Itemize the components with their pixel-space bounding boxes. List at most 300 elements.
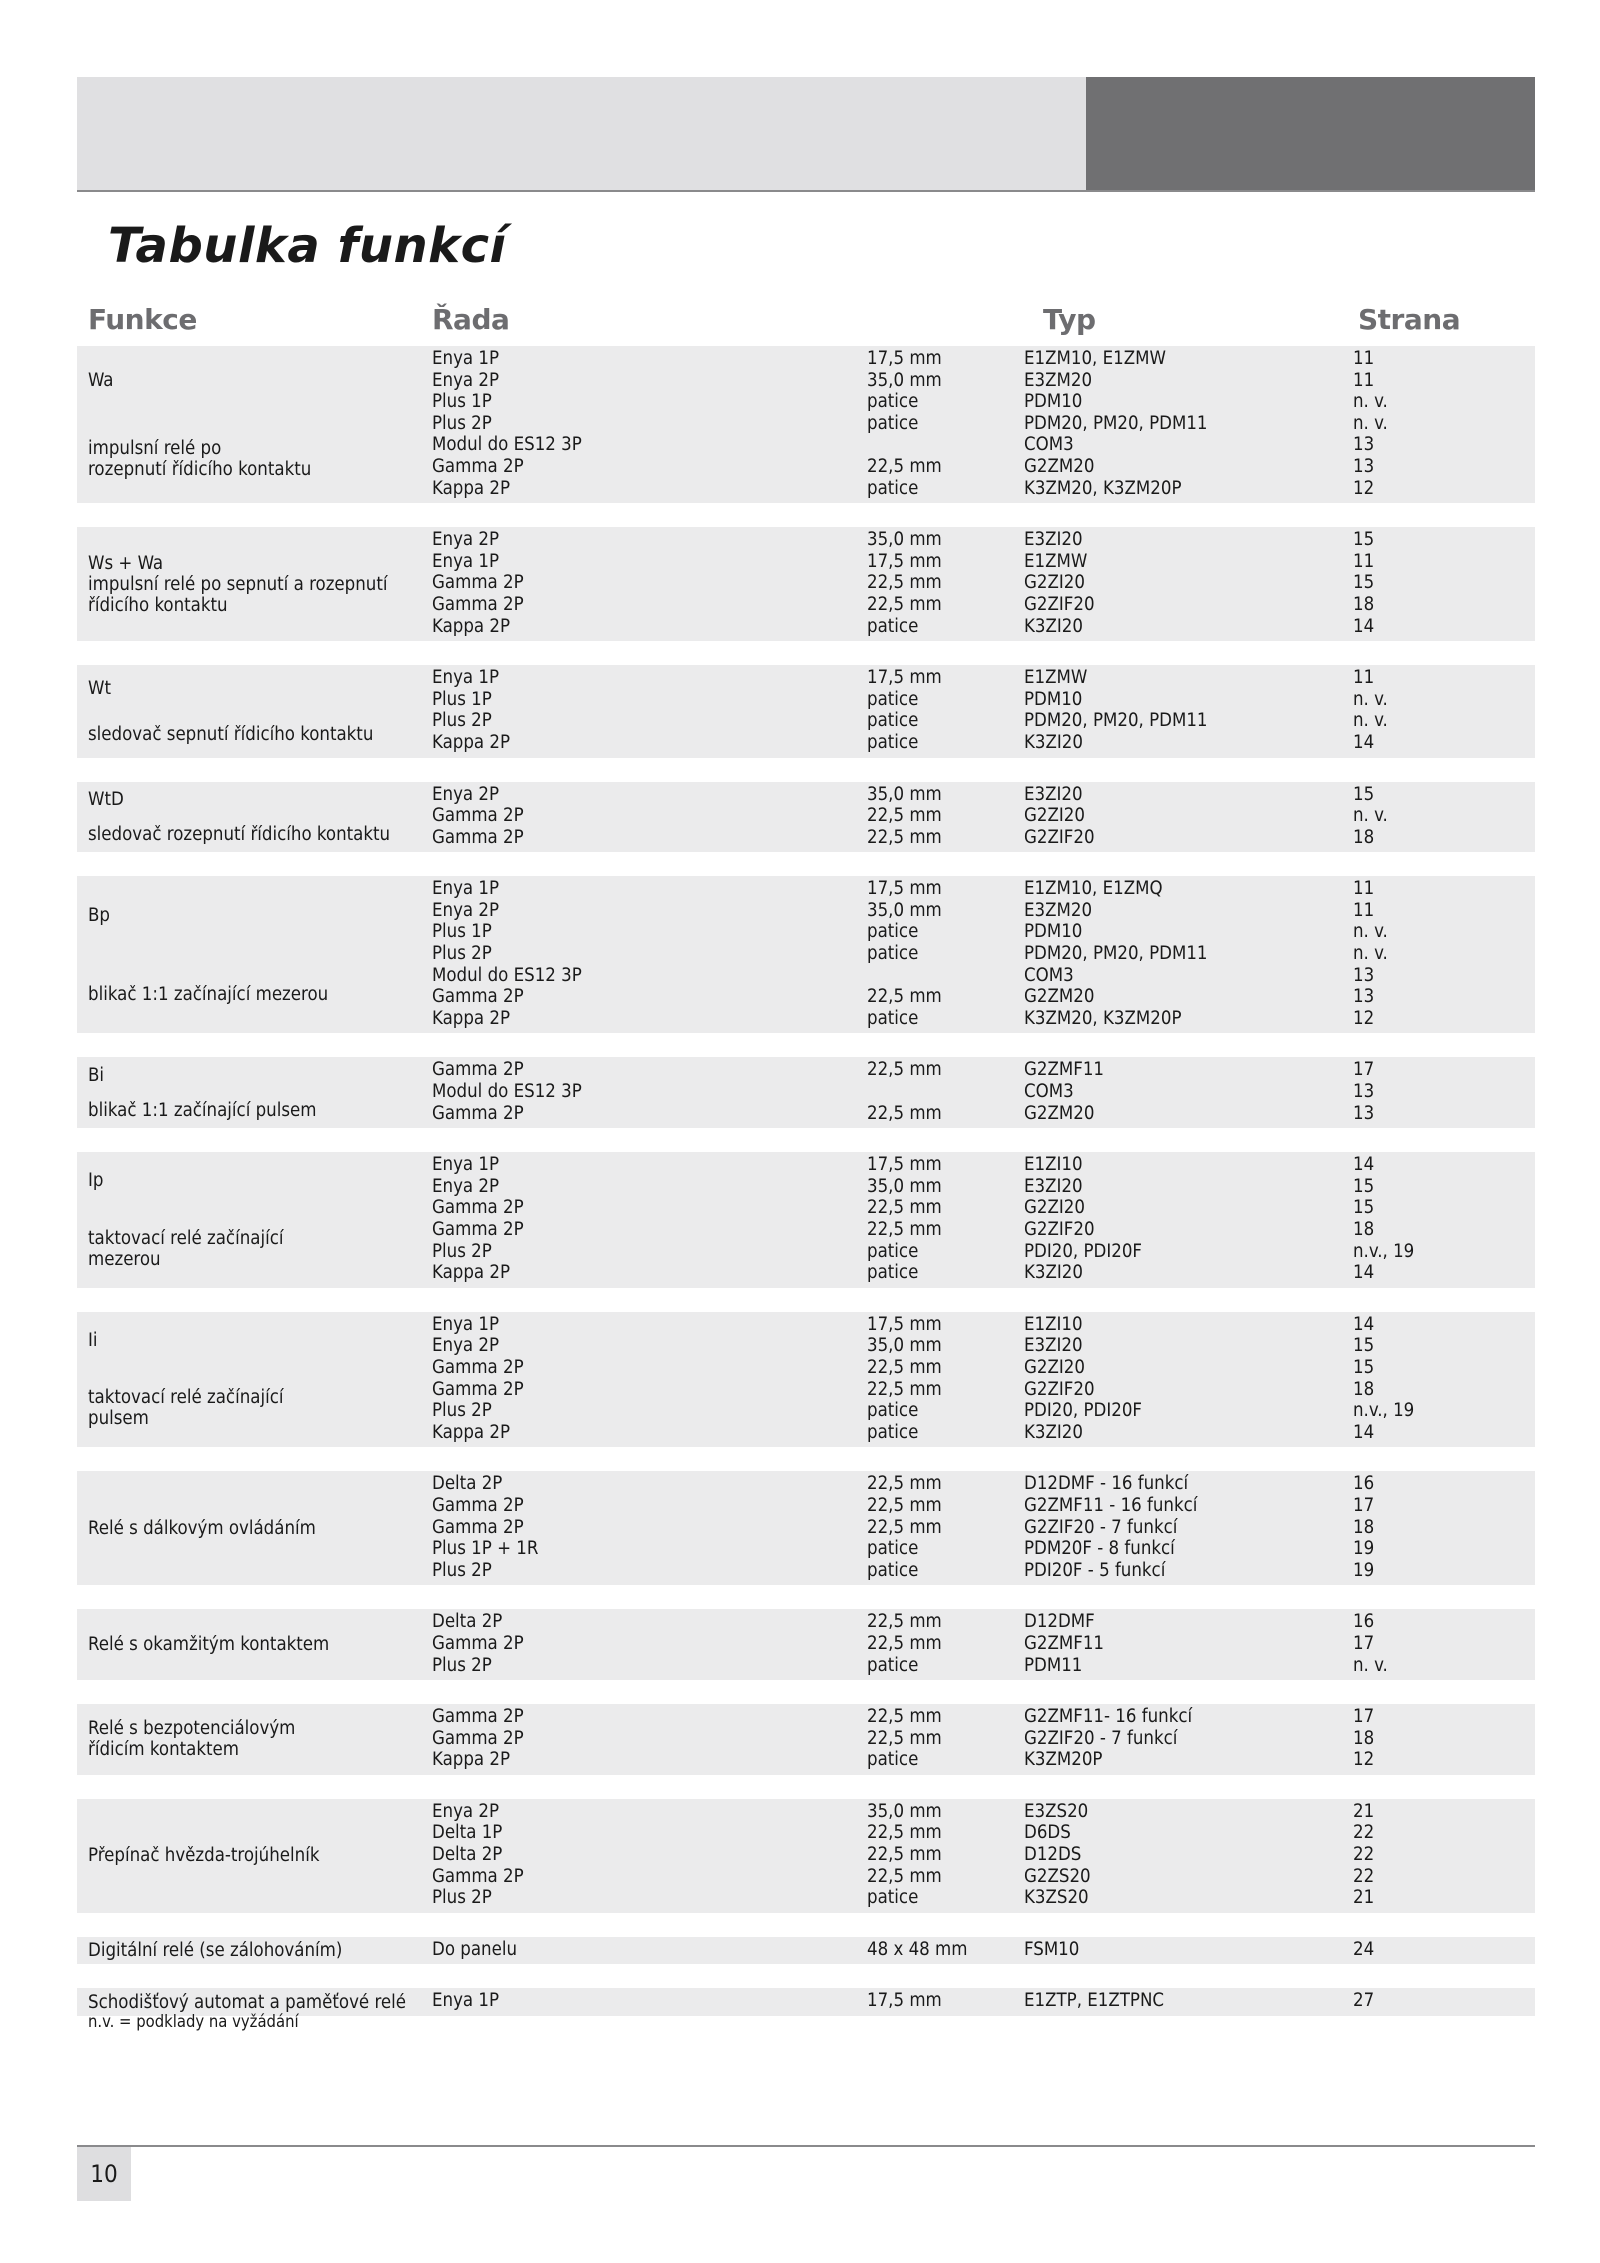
row-typ: E1ZM10, E1ZMW bbox=[1024, 348, 1166, 369]
row-strana: n. v. bbox=[1353, 391, 1388, 413]
row-strana: 22 bbox=[1353, 1865, 1375, 1887]
table-row bbox=[77, 1241, 1535, 1263]
row-typ: G2ZI20 bbox=[1024, 1197, 1085, 1219]
row-rada: Delta 1P bbox=[432, 1822, 503, 1844]
row-typ: PDM20, PM20, PDM11 bbox=[1024, 710, 1208, 732]
table-row bbox=[77, 943, 1535, 965]
row-rada: Enya 2P bbox=[432, 899, 500, 921]
row-typ: PDM10 bbox=[1024, 391, 1083, 413]
row-rada: Plus 2P bbox=[432, 710, 492, 732]
row-rada: Enya 2P bbox=[432, 369, 500, 391]
table-row bbox=[77, 983, 1535, 1008]
function-group bbox=[77, 1312, 1535, 1448]
row-rozmer: 35,0 mm bbox=[867, 899, 942, 921]
table-row bbox=[77, 413, 1535, 435]
table-row bbox=[77, 965, 1535, 987]
row-strana: 22 bbox=[1353, 1822, 1375, 1844]
row-strana: 19 bbox=[1353, 1538, 1375, 1560]
row-typ: G2ZIF20 - 7 funkcí bbox=[1024, 1516, 1178, 1538]
function-name: Ip bbox=[88, 1170, 104, 1192]
function-group bbox=[77, 876, 1535, 1033]
table-row bbox=[77, 1728, 1535, 1750]
column-header-strana: Strana bbox=[1358, 303, 1461, 336]
row-typ: K3ZM20, K3ZM20P bbox=[1024, 1007, 1182, 1029]
row-rada: Gamma 2P bbox=[432, 455, 524, 477]
row-rada: Gamma 2P bbox=[432, 1632, 524, 1654]
row-rozmer: patice bbox=[867, 412, 919, 434]
row-strana: 16 bbox=[1353, 1473, 1375, 1495]
row-strana: 27 bbox=[1353, 1990, 1375, 2012]
row-typ: G2ZIF20 bbox=[1024, 826, 1095, 848]
row-typ: PDM11 bbox=[1024, 1654, 1083, 1676]
table-row bbox=[77, 1706, 1535, 1728]
row-rozmer: patice bbox=[867, 1007, 919, 1029]
row-typ: G2ZM20 bbox=[1024, 1102, 1095, 1124]
table-row bbox=[77, 827, 1535, 849]
function-detail: impulsní relé po rozepnutí řídicího kontaktu bbox=[88, 437, 312, 480]
row-rada: Delta 2P bbox=[432, 1844, 503, 1866]
table-row bbox=[77, 1473, 1535, 1495]
row-rozmer: 22,5 mm bbox=[867, 1473, 942, 1495]
row-rozmer: patice bbox=[867, 1749, 919, 1771]
row-rozmer: patice bbox=[867, 391, 919, 413]
row-typ: K3ZI20 bbox=[1024, 1421, 1083, 1443]
group-separator bbox=[77, 1913, 1535, 1937]
row-strana: 17 bbox=[1353, 1632, 1375, 1654]
page-title: Tabulka funkcí bbox=[108, 218, 507, 274]
row-rozmer: 22,5 mm bbox=[867, 572, 942, 594]
row-rada: Delta 2P bbox=[432, 1611, 503, 1633]
row-rada: Plus 1P bbox=[432, 921, 492, 943]
row-strana: n.v., 19 bbox=[1353, 1240, 1415, 1262]
row-rozmer: 22,5 mm bbox=[867, 1102, 942, 1124]
row-rozmer: patice bbox=[867, 943, 919, 965]
row-rozmer: 22,5 mm bbox=[867, 1844, 942, 1866]
row-rozmer: 22,5 mm bbox=[867, 1516, 942, 1538]
row-rada: Gamma 2P bbox=[432, 593, 524, 615]
row-typ: K3ZS20 bbox=[1024, 1887, 1089, 1909]
row-strana: 11 bbox=[1353, 667, 1375, 689]
table-row bbox=[77, 921, 1535, 943]
row-rada: Modul do ES12 3P bbox=[432, 964, 582, 986]
row-strana: 21 bbox=[1353, 1800, 1375, 1822]
row-rada: Gamma 2P bbox=[432, 1494, 524, 1516]
function-detail: sledovač sepnutí řídicího kontaktu bbox=[88, 723, 374, 745]
row-typ: PDM20F - 8 funkcí bbox=[1024, 1538, 1175, 1560]
function-name: Ii bbox=[88, 1329, 98, 1351]
function-group bbox=[77, 1057, 1535, 1128]
row-typ: PDM10 bbox=[1024, 688, 1083, 710]
row-rada: Plus 2P bbox=[432, 1887, 492, 1909]
table-row bbox=[77, 478, 1535, 500]
table-row bbox=[77, 1844, 1535, 1866]
table-row bbox=[77, 1517, 1535, 1539]
row-rada: Kappa 2P bbox=[432, 1007, 511, 1029]
function-name: Relé s bezpotenciálovým řídicím kontaktem bbox=[88, 1718, 296, 1761]
table-row bbox=[77, 1219, 1535, 1241]
row-typ: E3ZM20 bbox=[1024, 369, 1093, 391]
row-rada: Enya 1P bbox=[432, 878, 500, 900]
row-rada: Delta 2P bbox=[432, 1473, 503, 1495]
row-typ: D12DMF - 16 funkcí bbox=[1024, 1473, 1189, 1495]
row-typ: E3ZM20 bbox=[1024, 899, 1093, 921]
row-typ: COM3 bbox=[1024, 434, 1074, 456]
function-group bbox=[77, 527, 1535, 641]
row-rada: Enya 1P bbox=[432, 1154, 500, 1176]
table-row bbox=[77, 805, 1535, 827]
row-typ: G2ZIF20 bbox=[1024, 1219, 1095, 1240]
function-name: Ws + Wa impulsní relé po sepnutí a rozepnutí řídicího kontaktu bbox=[88, 552, 388, 616]
row-rozmer: patice bbox=[867, 615, 919, 637]
group-separator bbox=[77, 1585, 1535, 1609]
row-rada: Gamma 2P bbox=[432, 1356, 524, 1378]
row-rada: Plus 1P + 1R bbox=[432, 1538, 539, 1560]
row-rada: Enya 1P bbox=[432, 1313, 500, 1335]
function-name: Relé s dálkovým ovládáním bbox=[88, 1517, 316, 1539]
row-typ: E1ZMW bbox=[1024, 550, 1088, 572]
row-typ: E3ZS20 bbox=[1024, 1800, 1089, 1822]
function-table bbox=[77, 346, 1535, 2016]
table-row bbox=[77, 434, 1535, 456]
table-row bbox=[77, 529, 1535, 551]
footer-divider bbox=[77, 2145, 1535, 2147]
row-strana: 14 bbox=[1353, 1421, 1375, 1443]
row-strana: 12 bbox=[1353, 1007, 1375, 1029]
row-rozmer: patice bbox=[867, 731, 919, 753]
row-typ: G2ZI20 bbox=[1024, 572, 1085, 594]
row-typ: PDM20, PM20, PDM11 bbox=[1024, 943, 1208, 965]
row-rozmer: patice bbox=[867, 1400, 919, 1422]
group-separator bbox=[77, 758, 1535, 782]
header-dark-block bbox=[1086, 77, 1535, 191]
row-typ: E3ZI20 bbox=[1024, 1175, 1083, 1197]
row-rada: Modul do ES12 3P bbox=[432, 1081, 582, 1103]
row-typ: G2ZI20 bbox=[1024, 805, 1085, 827]
table-row bbox=[77, 1611, 1535, 1633]
group-separator bbox=[77, 1680, 1535, 1704]
row-strana: 14 bbox=[1353, 1154, 1375, 1176]
row-rada: Enya 2P bbox=[432, 529, 500, 551]
table-row bbox=[77, 1379, 1535, 1401]
row-strana: 14 bbox=[1353, 731, 1375, 753]
row-rozmer: patice bbox=[867, 710, 919, 732]
row-strana: 15 bbox=[1353, 1175, 1375, 1197]
row-rozmer: patice bbox=[867, 921, 919, 943]
function-name: Relé s okamžitým kontaktem bbox=[88, 1634, 330, 1656]
row-rozmer: 22,5 mm bbox=[867, 1494, 942, 1516]
row-strana: 13 bbox=[1353, 964, 1375, 986]
row-rada: Enya 1P bbox=[432, 1990, 500, 2012]
row-typ: PDI20, PDI20F bbox=[1024, 1400, 1143, 1422]
row-rozmer: 22,5 mm bbox=[867, 1378, 942, 1400]
row-rozmer: 17,5 mm bbox=[867, 1313, 942, 1335]
table-row bbox=[77, 1059, 1535, 1081]
row-rada: Enya 2P bbox=[432, 1800, 500, 1822]
row-strana: n. v. bbox=[1353, 412, 1388, 434]
table-row bbox=[77, 1176, 1535, 1198]
row-rada: Gamma 2P bbox=[432, 1378, 524, 1400]
table-row bbox=[77, 689, 1535, 711]
row-strana: n. v. bbox=[1353, 710, 1388, 732]
row-rozmer: 22,5 mm bbox=[867, 593, 942, 615]
row-typ: PDM20, PM20, PDM11 bbox=[1024, 412, 1208, 434]
row-rada: Enya 1P bbox=[432, 550, 500, 572]
row-rozmer: 17,5 mm bbox=[867, 348, 942, 369]
row-strana: n. v. bbox=[1353, 688, 1388, 710]
row-strana: 22 bbox=[1353, 1844, 1375, 1866]
row-rada: Plus 2P bbox=[432, 1559, 492, 1581]
row-typ: G2ZM20 bbox=[1024, 986, 1095, 1008]
row-rozmer: 22,5 mm bbox=[867, 1611, 942, 1633]
row-typ: G2ZMF11- 16 funkcí bbox=[1024, 1706, 1193, 1728]
group-separator bbox=[77, 1447, 1535, 1471]
row-rada: Enya 1P bbox=[432, 667, 500, 689]
function-detail: blikač 1:1 začínající pulsem bbox=[88, 1100, 317, 1122]
row-strana: 18 bbox=[1353, 1727, 1375, 1749]
function-group bbox=[77, 1704, 1535, 1775]
row-rozmer: 35,0 mm bbox=[867, 369, 942, 391]
row-typ: E3ZI20 bbox=[1024, 1335, 1083, 1357]
row-strana: 14 bbox=[1353, 1313, 1375, 1335]
row-strana: 13 bbox=[1353, 434, 1375, 456]
row-strana: n. v. bbox=[1353, 921, 1388, 943]
table-row bbox=[77, 1197, 1535, 1219]
row-strana: 17 bbox=[1353, 1706, 1375, 1728]
row-typ: FSM10 bbox=[1024, 1938, 1080, 1960]
row-rada: Gamma 2P bbox=[432, 826, 524, 848]
row-typ: K3ZM20, K3ZM20P bbox=[1024, 477, 1182, 499]
row-rozmer: 48 x 48 mm bbox=[867, 1938, 968, 1960]
table-row bbox=[77, 551, 1535, 573]
function-group bbox=[77, 1152, 1535, 1288]
table-row bbox=[77, 1103, 1535, 1125]
table-row bbox=[77, 1357, 1535, 1379]
row-strana: 21 bbox=[1353, 1887, 1375, 1909]
table-row bbox=[77, 572, 1535, 594]
function-detail: taktovací relé začínající pulsem bbox=[88, 1387, 284, 1430]
row-strana: 13 bbox=[1353, 1102, 1375, 1124]
page-number: 10 bbox=[77, 2147, 131, 2201]
table-row bbox=[77, 1538, 1535, 1560]
row-strana: 18 bbox=[1353, 826, 1375, 848]
row-rozmer: 22,5 mm bbox=[867, 1727, 942, 1749]
table-row bbox=[77, 1008, 1535, 1030]
function-name: Digitální relé (se zálohováním) bbox=[88, 1940, 343, 1962]
row-strana: 15 bbox=[1353, 1335, 1375, 1357]
row-typ: COM3 bbox=[1024, 1081, 1074, 1103]
row-typ: E1ZI10 bbox=[1024, 1154, 1083, 1176]
row-typ: D6DS bbox=[1024, 1822, 1071, 1844]
function-group bbox=[77, 1609, 1535, 1680]
function-name: WtD bbox=[88, 788, 124, 810]
function-detail: blikač 1:1 začínající mezerou bbox=[88, 983, 329, 1005]
table-row bbox=[77, 900, 1535, 922]
header-band bbox=[77, 77, 1086, 191]
row-typ: E3ZI20 bbox=[1024, 529, 1083, 551]
row-strana: 15 bbox=[1353, 1197, 1375, 1219]
row-rozmer: patice bbox=[867, 688, 919, 710]
row-strana: 12 bbox=[1353, 1749, 1375, 1771]
row-strana: 12 bbox=[1353, 477, 1375, 499]
table-row bbox=[77, 391, 1535, 413]
row-strana: 16 bbox=[1353, 1611, 1375, 1633]
table-row bbox=[77, 616, 1535, 638]
row-rozmer: 22,5 mm bbox=[867, 805, 942, 827]
row-rada: Gamma 2P bbox=[432, 1706, 524, 1728]
function-group bbox=[77, 1471, 1535, 1585]
table-row bbox=[77, 1749, 1535, 1771]
row-typ: D12DS bbox=[1024, 1844, 1082, 1866]
table-row bbox=[77, 1154, 1535, 1176]
table-row bbox=[77, 1990, 1535, 2012]
row-strana: 11 bbox=[1353, 899, 1375, 921]
row-strana: 13 bbox=[1353, 455, 1375, 477]
row-rada: Modul do ES12 3P bbox=[432, 434, 582, 456]
row-strana: n.v., 19 bbox=[1353, 1400, 1415, 1422]
function-name: Bp bbox=[88, 905, 110, 927]
row-typ: G2ZMF11 - 16 funkcí bbox=[1024, 1494, 1198, 1516]
footnote: n.v. = podklady na vyžádání bbox=[88, 2012, 299, 2031]
row-rozmer: 17,5 mm bbox=[867, 1990, 942, 2012]
row-rada: Kappa 2P bbox=[432, 615, 511, 637]
row-typ: K3ZI20 bbox=[1024, 731, 1083, 753]
row-strana: 18 bbox=[1353, 1378, 1375, 1400]
group-separator bbox=[77, 1288, 1535, 1312]
row-rada: Kappa 2P bbox=[432, 1749, 511, 1771]
table-row bbox=[77, 667, 1535, 689]
row-rada: Kappa 2P bbox=[432, 731, 511, 753]
table-row bbox=[77, 878, 1535, 900]
row-rozmer: patice bbox=[867, 1240, 919, 1262]
row-typ: PDI20F - 5 funkcí bbox=[1024, 1559, 1166, 1581]
table-row bbox=[77, 710, 1535, 732]
row-strana: 11 bbox=[1353, 348, 1375, 369]
row-rada: Gamma 2P bbox=[432, 986, 524, 1008]
function-name: Wt bbox=[88, 677, 111, 699]
row-typ: E1ZTP, E1ZTPNC bbox=[1024, 1990, 1165, 2012]
row-strana: 14 bbox=[1353, 615, 1375, 637]
row-rozmer: patice bbox=[867, 1421, 919, 1443]
row-strana: 13 bbox=[1353, 1081, 1375, 1103]
row-typ: E1ZMW bbox=[1024, 667, 1088, 689]
row-rozmer: patice bbox=[867, 1262, 919, 1284]
row-rozmer: 17,5 mm bbox=[867, 550, 942, 572]
row-typ: G2ZS20 bbox=[1024, 1865, 1091, 1887]
row-typ: K3ZI20 bbox=[1024, 1262, 1083, 1284]
row-strana: 14 bbox=[1353, 1262, 1375, 1284]
row-rozmer: 22,5 mm bbox=[867, 1197, 942, 1219]
row-rozmer: 22,5 mm bbox=[867, 1632, 942, 1654]
row-rozmer: patice bbox=[867, 1559, 919, 1581]
row-rada: Gamma 2P bbox=[432, 1516, 524, 1538]
table-row bbox=[77, 594, 1535, 616]
row-rada: Do panelu bbox=[432, 1938, 518, 1960]
row-typ: G2ZIF20 - 7 funkcí bbox=[1024, 1727, 1178, 1749]
row-rada: Plus 1P bbox=[432, 391, 492, 413]
row-strana: 15 bbox=[1353, 1356, 1375, 1378]
row-typ: G2ZMF11 bbox=[1024, 1059, 1104, 1081]
row-rozmer: 17,5 mm bbox=[867, 878, 942, 900]
row-rozmer: 22,5 mm bbox=[867, 455, 942, 477]
table-row bbox=[77, 1560, 1535, 1582]
row-strana: n. v. bbox=[1353, 805, 1388, 827]
function-name: Přepínač hvězda-trojúhelník bbox=[88, 1845, 320, 1867]
row-rada: Plus 2P bbox=[432, 1240, 492, 1262]
table-row bbox=[77, 1314, 1535, 1336]
column-header-funkce: Funkce bbox=[88, 303, 197, 336]
row-rada: Gamma 2P bbox=[432, 1865, 524, 1887]
group-separator bbox=[77, 1033, 1535, 1057]
table-row bbox=[77, 1335, 1535, 1357]
row-rada: Plus 2P bbox=[432, 1400, 492, 1422]
group-separator bbox=[77, 1775, 1535, 1799]
row-rozmer: patice bbox=[867, 1654, 919, 1676]
row-typ: G2ZIF20 bbox=[1024, 593, 1095, 615]
function-group bbox=[77, 665, 1535, 757]
row-typ: G2ZM20 bbox=[1024, 455, 1095, 477]
row-strana: 15 bbox=[1353, 572, 1375, 594]
function-group bbox=[77, 1799, 1535, 1913]
row-rozmer: 22,5 mm bbox=[867, 1706, 942, 1728]
row-rozmer: patice bbox=[867, 1538, 919, 1560]
row-rozmer: 17,5 mm bbox=[867, 667, 942, 689]
row-strana: 18 bbox=[1353, 1219, 1375, 1240]
function-detail: taktovací relé začínající mezerou bbox=[88, 1227, 284, 1270]
table-row bbox=[77, 1655, 1535, 1677]
function-name: Schodišťový automat a paměťové relé bbox=[88, 1991, 406, 2013]
row-typ: E1ZM10, E1ZMQ bbox=[1024, 878, 1163, 900]
row-strana: 15 bbox=[1353, 783, 1375, 805]
row-rada: Kappa 2P bbox=[432, 477, 511, 499]
row-typ: K3ZI20 bbox=[1024, 615, 1083, 637]
group-separator bbox=[77, 852, 1535, 876]
function-group bbox=[77, 346, 1535, 503]
table-row bbox=[77, 456, 1535, 478]
row-rada: Plus 2P bbox=[432, 1654, 492, 1676]
function-group bbox=[77, 782, 1535, 853]
row-typ: G2ZMF11 bbox=[1024, 1632, 1104, 1654]
row-typ: PDI20, PDI20F bbox=[1024, 1240, 1143, 1262]
table-row bbox=[77, 1887, 1535, 1909]
row-rada: Enya 2P bbox=[432, 783, 500, 805]
column-header-typ: Typ bbox=[1043, 303, 1096, 336]
row-typ: K3ZM20P bbox=[1024, 1749, 1103, 1771]
row-typ: E3ZI20 bbox=[1024, 783, 1083, 805]
row-strana: 24 bbox=[1353, 1938, 1375, 1960]
table-row bbox=[77, 732, 1535, 754]
row-rozmer: patice bbox=[867, 477, 919, 499]
row-strana: 17 bbox=[1353, 1059, 1375, 1081]
row-rozmer: 22,5 mm bbox=[867, 1865, 942, 1887]
row-rozmer: 35,0 mm bbox=[867, 1335, 942, 1357]
row-rada: Enya 2P bbox=[432, 1175, 500, 1197]
row-strana: 18 bbox=[1353, 593, 1375, 615]
table-row bbox=[77, 1939, 1535, 1961]
row-rozmer: 17,5 mm bbox=[867, 1154, 942, 1176]
row-rozmer: patice bbox=[867, 1887, 919, 1909]
row-rada: Gamma 2P bbox=[432, 1197, 524, 1219]
row-rozmer: 22,5 mm bbox=[867, 1356, 942, 1378]
table-row bbox=[77, 370, 1535, 392]
row-rada: Kappa 2P bbox=[432, 1421, 511, 1443]
row-rada: Gamma 2P bbox=[432, 1219, 524, 1240]
function-group bbox=[77, 1937, 1535, 1965]
row-rozmer: 22,5 mm bbox=[867, 1059, 942, 1081]
row-strana: 17 bbox=[1353, 1494, 1375, 1516]
row-strana: 11 bbox=[1353, 878, 1375, 900]
table-row bbox=[77, 1822, 1535, 1844]
row-rozmer: 22,5 mm bbox=[867, 986, 942, 1008]
